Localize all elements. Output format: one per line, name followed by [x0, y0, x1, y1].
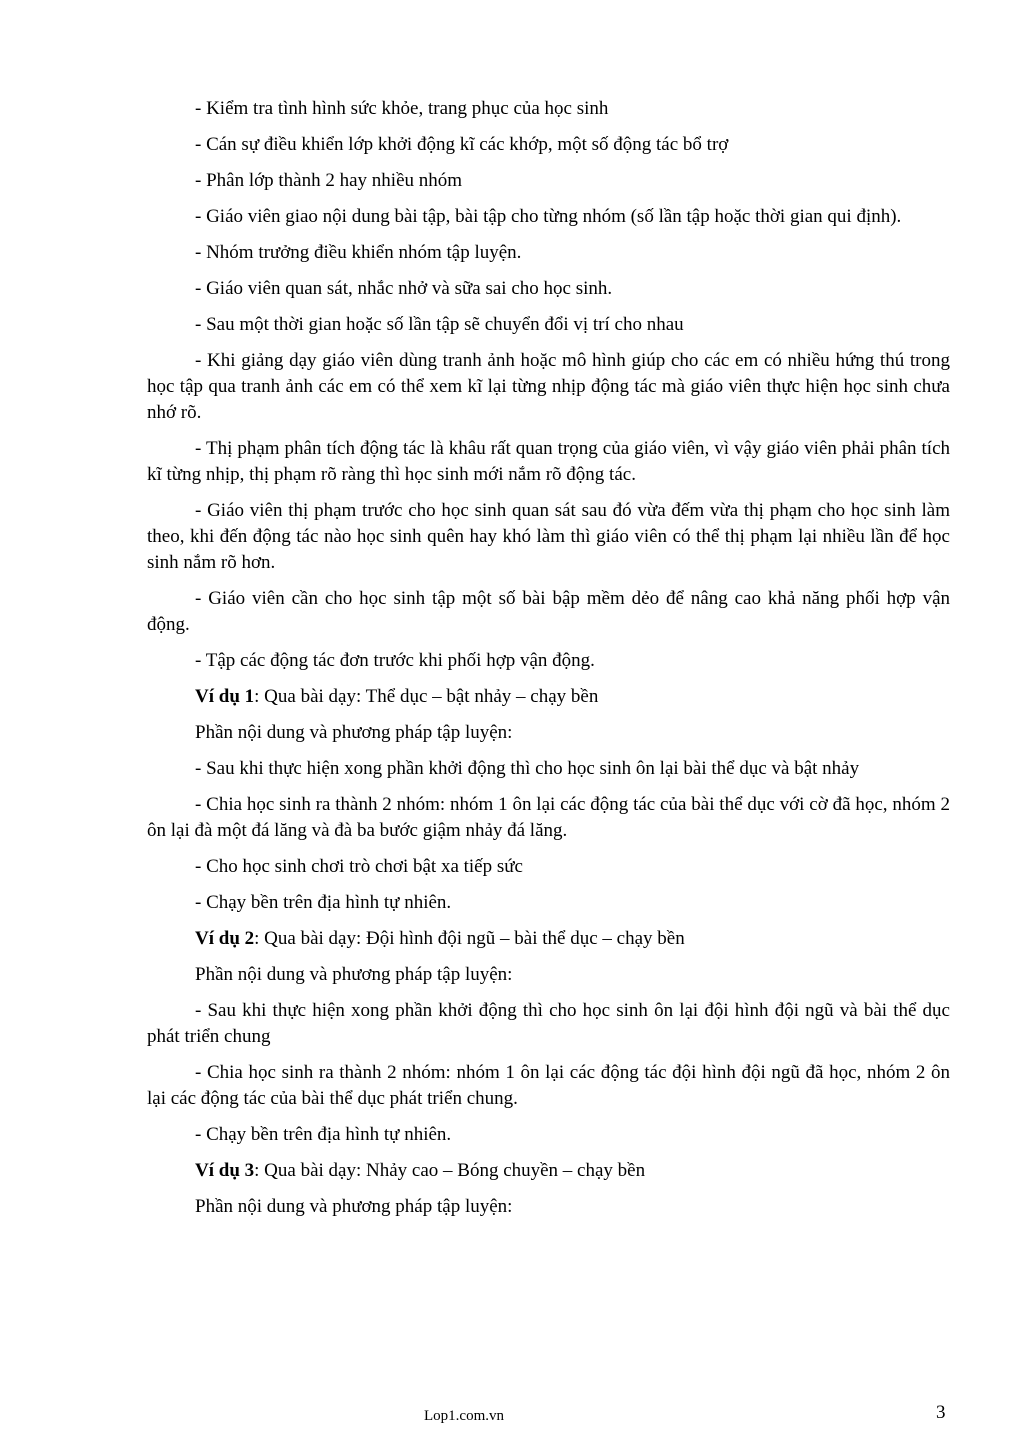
- paragraph-text: - Cán sự điều khiển lớp khởi động kĩ các khớp, một số động tác bổ trợ: [195, 134, 729, 155]
- paragraph: [147, 1122, 950, 1148]
- paragraph-text: : Qua bài dạy: Thể dục – bật nhảy – chạy bền: [254, 686, 599, 707]
- paragraph: [147, 684, 950, 710]
- paragraph: [147, 436, 950, 488]
- paragraph: [147, 998, 950, 1050]
- paragraph: [147, 890, 950, 916]
- paragraph-text: - Tập các động tác đơn trước khi phối hợp vận động.: [195, 650, 595, 671]
- paragraph-text: Phần nội dung và phương pháp tập luyện:: [195, 1196, 513, 1217]
- paragraph-text: - Giáo viên quan sát, nhắc nhở và sữa sai cho học sinh.: [195, 278, 613, 299]
- paragraph-text: - Sau khi thực hiện xong phần khởi động thì cho học sinh ôn lại bài thể dục và bật nhảy: [195, 758, 860, 779]
- paragraph: [147, 240, 950, 266]
- paragraph-text: - Khi giảng dạy giáo viên dùng tranh ảnh hoặc mô hình giúp cho các em có nhiều hứng thú trong học tập qua tranh ảnh các em có thể xem kĩ lại từng nhịp động tác mà giáo viên thực hiện học sinh chưa nhớ rõ.: [147, 350, 950, 423]
- example-label: Ví dụ 2: [195, 928, 255, 949]
- paragraph-text: - Thị phạm phân tích động tác là khâu rất quan trọng của giáo viên, vì vậy giáo viên phải phân tích kĩ từng nhịp, thị phạm rõ ràng thì học sinh mới nắm rõ động tác.: [147, 438, 950, 485]
- paragraph: [147, 854, 950, 880]
- paragraph-text: - Cho học sinh chơi trò chơi bật xa tiếp sức: [195, 856, 523, 877]
- paragraph-text: - Sau khi thực hiện xong phần khởi động thì cho học sinh ôn lại đội hình đội ngũ và bài thể dục phát triển chung: [147, 1000, 950, 1047]
- paragraph-text: : Qua bài dạy: Đội hình đội ngũ – bài thể dục – chạy bền: [254, 928, 685, 949]
- paragraph: [147, 276, 950, 302]
- paragraph: [147, 926, 950, 952]
- paragraph-text: - Chia học sinh ra thành 2 nhóm: nhóm 1 ôn lại các động tác của bài thể dục với cờ đã học, nhóm 2 ôn lại đà một đá lăng và đà ba bước giậm nhảy đá lăng.: [147, 794, 950, 841]
- paragraph: [147, 312, 950, 338]
- paragraph: [147, 648, 950, 674]
- paragraph: [147, 96, 950, 122]
- paragraph: [147, 720, 950, 746]
- example-label: Ví dụ 1: [195, 686, 255, 707]
- body-text: [147, 96, 950, 1230]
- paragraph-text: - Phân lớp thành 2 hay nhiều nhóm: [195, 170, 463, 191]
- paragraph: [147, 348, 950, 426]
- paragraph-text: - Giáo viên cần cho học sinh tập một số bài bập mềm dẻo để nâng cao khả năng phối hợp vận động.: [147, 588, 950, 635]
- paragraph-text: Phần nội dung và phương pháp tập luyện:: [195, 722, 513, 743]
- paragraph: [147, 132, 950, 158]
- paragraph-text: - Chia học sinh ra thành 2 nhóm: nhóm 1 ôn lại các động tác đội hình đội ngũ đã học, nhóm 2 ôn lại các động tác của bài thể dục phát triển chung.: [147, 1062, 950, 1109]
- paragraph-text: - Sau một thời gian hoặc số lần tập sẽ chuyển đổi vị trí cho nhau: [195, 314, 684, 335]
- paragraph: [147, 204, 950, 230]
- footer-site: Lop1.com.vn: [424, 1408, 504, 1424]
- paragraph-text: Phần nội dung và phương pháp tập luyện:: [195, 964, 513, 985]
- paragraph-text: - Kiểm tra tình hình sức khỏe, trang phục của học sinh: [195, 98, 609, 119]
- paragraph-text: - Nhóm trưởng điều khiển nhóm tập luyện.: [195, 242, 522, 263]
- page-number: 3: [936, 1402, 946, 1423]
- paragraph: [147, 792, 950, 844]
- paragraph: [147, 756, 950, 782]
- paragraph: [147, 168, 950, 194]
- paragraph: [147, 586, 950, 638]
- paragraph: [147, 498, 950, 576]
- paragraph: [147, 962, 950, 988]
- paragraph-text: - Chạy bền trên địa hình tự nhiên.: [195, 1124, 452, 1145]
- paragraph-text: - Chạy bền trên địa hình tự nhiên.: [195, 892, 452, 913]
- paragraph: [147, 1060, 950, 1112]
- paragraph: [147, 1194, 950, 1220]
- paragraph: [147, 1158, 950, 1184]
- example-label: Ví dụ 3: [195, 1160, 255, 1181]
- paragraph-text: - Giáo viên thị phạm trước cho học sinh quan sát sau đó vừa đếm vừa thị phạm cho học sinh làm theo, khi đến động tác nào học sinh quên hay khó làm thì giáo viên có thể thị phạm lại nhiều lần để học sinh nắm rõ hơn.: [147, 500, 950, 573]
- paragraph-text: - Giáo viên giao nội dung bài tập, bài tập cho từng nhóm (số lần tập hoặc thời gian qui định).: [195, 206, 902, 227]
- paragraph-text: : Qua bài dạy: Nhảy cao – Bóng chuyền – chạy bền: [254, 1160, 646, 1181]
